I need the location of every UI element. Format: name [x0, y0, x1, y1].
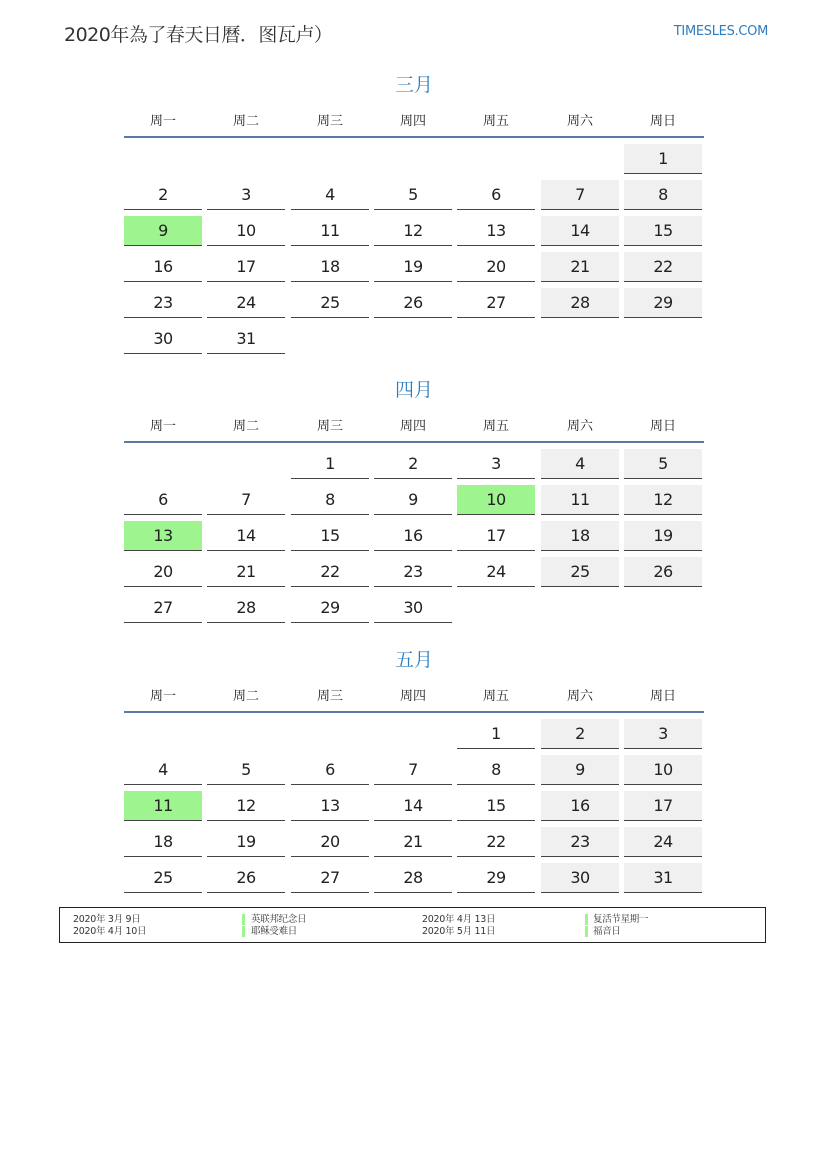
day-cell[interactable]: 23 [541, 827, 619, 857]
day-cell[interactable]: 12 [374, 216, 452, 246]
weekday-header: 周五 [482, 689, 509, 704]
day-cell[interactable]: 1 [457, 719, 535, 749]
day-cell[interactable]: 31 [624, 863, 702, 893]
weekday-header: 周二 [232, 689, 259, 704]
holiday-legend [59, 907, 766, 943]
day-cell[interactable]: 10 [457, 485, 535, 515]
day-cell[interactable]: 18 [541, 521, 619, 551]
weekday-header: 周四 [399, 114, 426, 129]
legend-holiday-name: 复活节星期一 [593, 914, 649, 925]
weekday-header: 周五 [482, 114, 509, 129]
day-cell[interactable]: 2 [374, 449, 452, 479]
weekday-header: 周二 [232, 114, 259, 129]
day-cell[interactable]: 7 [374, 755, 452, 785]
weekday-header: 周一 [149, 114, 176, 129]
weekday-header: 周六 [566, 689, 593, 704]
day-cell[interactable]: 11 [291, 216, 369, 246]
day-cell[interactable]: 8 [457, 755, 535, 785]
day-cell[interactable]: 22 [291, 557, 369, 587]
day-cell[interactable]: 11 [124, 791, 202, 821]
day-cell[interactable]: 11 [541, 485, 619, 515]
day-cell[interactable]: 15 [291, 521, 369, 551]
day-cell[interactable]: 14 [374, 791, 452, 821]
day-cell[interactable]: 16 [374, 521, 452, 551]
day-cell[interactable]: 31 [207, 324, 285, 354]
day-cell[interactable]: 17 [457, 521, 535, 551]
day-cell[interactable]: 19 [207, 827, 285, 857]
weekday-header: 周四 [399, 419, 426, 434]
day-cell[interactable]: 27 [457, 288, 535, 318]
day-cell[interactable]: 4 [541, 449, 619, 479]
day-cell[interactable]: 20 [124, 557, 202, 587]
day-cell[interactable]: 21 [207, 557, 285, 587]
day-cell[interactable]: 5 [374, 180, 452, 210]
day-cell[interactable]: 26 [374, 288, 452, 318]
day-cell[interactable]: 28 [541, 288, 619, 318]
day-cell[interactable]: 26 [207, 863, 285, 893]
day-cell[interactable]: 27 [124, 593, 202, 623]
day-cell[interactable]: 24 [207, 288, 285, 318]
day-cell[interactable]: 29 [624, 288, 702, 318]
day-cell[interactable]: 24 [624, 827, 702, 857]
weekday-header: 周五 [482, 419, 509, 434]
day-cell[interactable]: 28 [207, 593, 285, 623]
day-cell[interactable]: 26 [624, 557, 702, 587]
legend-marker [585, 926, 588, 937]
day-cell[interactable]: 9 [374, 485, 452, 515]
month-title: 四月 [394, 379, 433, 401]
day-cell[interactable]: 28 [374, 863, 452, 893]
month-title: 三月 [394, 74, 433, 96]
site-link[interactable]: TIMESLES.COM [673, 24, 768, 39]
weekday-header: 周三 [316, 689, 343, 704]
weekday-header: 周一 [149, 689, 176, 704]
day-cell[interactable]: 3 [457, 449, 535, 479]
day-cell[interactable]: 6 [457, 180, 535, 210]
weekday-header: 周四 [399, 689, 426, 704]
legend-date: 2020年 4月 13日 [422, 914, 496, 925]
month-title: 五月 [394, 649, 433, 671]
day-cell[interactable]: 23 [374, 557, 452, 587]
day-cell[interactable]: 16 [124, 252, 202, 282]
weekday-header: 周日 [649, 689, 676, 704]
legend-holiday-name: 英联邦纪念日 [251, 914, 307, 925]
day-cell[interactable]: 19 [624, 521, 702, 551]
day-cell[interactable]: 17 [207, 252, 285, 282]
header-rule [124, 441, 704, 443]
day-cell[interactable]: 21 [541, 252, 619, 282]
day-cell[interactable]: 7 [541, 180, 619, 210]
day-cell[interactable]: 2 [124, 180, 202, 210]
day-cell[interactable]: 8 [624, 180, 702, 210]
day-cell[interactable]: 10 [207, 216, 285, 246]
day-cell[interactable]: 27 [291, 863, 369, 893]
day-cell[interactable]: 13 [457, 216, 535, 246]
day-cell[interactable]: 20 [457, 252, 535, 282]
day-cell[interactable]: 30 [374, 593, 452, 623]
day-cell[interactable]: 6 [291, 755, 369, 785]
legend-date: 2020年 4月 10日 [73, 926, 147, 937]
legend-holiday-name: 福音日 [593, 926, 621, 937]
day-cell[interactable]: 3 [207, 180, 285, 210]
day-cell[interactable]: 12 [624, 485, 702, 515]
day-cell[interactable]: 6 [124, 485, 202, 515]
header-rule [124, 711, 704, 713]
day-cell[interactable]: 8 [291, 485, 369, 515]
day-cell[interactable]: 15 [624, 216, 702, 246]
day-cell[interactable]: 16 [541, 791, 619, 821]
day-cell[interactable]: 18 [124, 827, 202, 857]
legend-marker [242, 914, 245, 925]
day-cell[interactable]: 30 [124, 324, 202, 354]
day-cell[interactable]: 29 [291, 593, 369, 623]
weekday-header: 周二 [232, 419, 259, 434]
day-cell[interactable]: 4 [291, 180, 369, 210]
legend-date: 2020年 3月 9日 [73, 914, 141, 925]
weekday-header: 周日 [649, 114, 676, 129]
day-cell[interactable]: 14 [541, 216, 619, 246]
day-cell[interactable]: 19 [374, 252, 452, 282]
day-cell[interactable]: 17 [624, 791, 702, 821]
day-cell[interactable]: 25 [124, 863, 202, 893]
day-cell[interactable]: 29 [457, 863, 535, 893]
weekday-header: 周三 [316, 419, 343, 434]
day-cell[interactable]: 4 [124, 755, 202, 785]
day-cell[interactable]: 10 [624, 755, 702, 785]
day-cell[interactable]: 15 [457, 791, 535, 821]
day-cell[interactable]: 23 [124, 288, 202, 318]
day-cell[interactable]: 22 [457, 827, 535, 857]
day-cell[interactable]: 1 [291, 449, 369, 479]
page-title: 2020年為了春天日曆．图瓦卢） [64, 24, 333, 46]
legend-holiday-name: 耶稣受难日 [251, 926, 298, 937]
day-cell[interactable]: 20 [291, 827, 369, 857]
day-cell[interactable]: 25 [291, 288, 369, 318]
day-cell[interactable]: 2 [541, 719, 619, 749]
legend-marker [242, 926, 245, 937]
day-cell[interactable]: 1 [624, 144, 702, 174]
day-cell[interactable]: 30 [541, 863, 619, 893]
day-cell[interactable]: 3 [624, 719, 702, 749]
day-cell[interactable]: 5 [624, 449, 702, 479]
legend-date: 2020年 5月 11日 [422, 926, 496, 937]
day-cell[interactable]: 14 [207, 521, 285, 551]
header-rule [124, 136, 704, 138]
day-cell[interactable]: 22 [624, 252, 702, 282]
day-cell[interactable]: 9 [124, 216, 202, 246]
weekday-header: 周六 [566, 419, 593, 434]
day-cell[interactable]: 21 [374, 827, 452, 857]
day-cell[interactable]: 5 [207, 755, 285, 785]
day-cell[interactable]: 9 [541, 755, 619, 785]
day-cell[interactable]: 13 [124, 521, 202, 551]
legend-marker [585, 914, 588, 925]
weekday-header: 周日 [649, 419, 676, 434]
weekday-header: 周六 [566, 114, 593, 129]
day-cell[interactable]: 18 [291, 252, 369, 282]
weekday-header: 周一 [149, 419, 176, 434]
weekday-header: 周三 [316, 114, 343, 129]
day-cell[interactable]: 12 [207, 791, 285, 821]
day-cell[interactable]: 13 [291, 791, 369, 821]
day-cell[interactable]: 24 [457, 557, 535, 587]
day-cell[interactable]: 7 [207, 485, 285, 515]
day-cell[interactable]: 25 [541, 557, 619, 587]
